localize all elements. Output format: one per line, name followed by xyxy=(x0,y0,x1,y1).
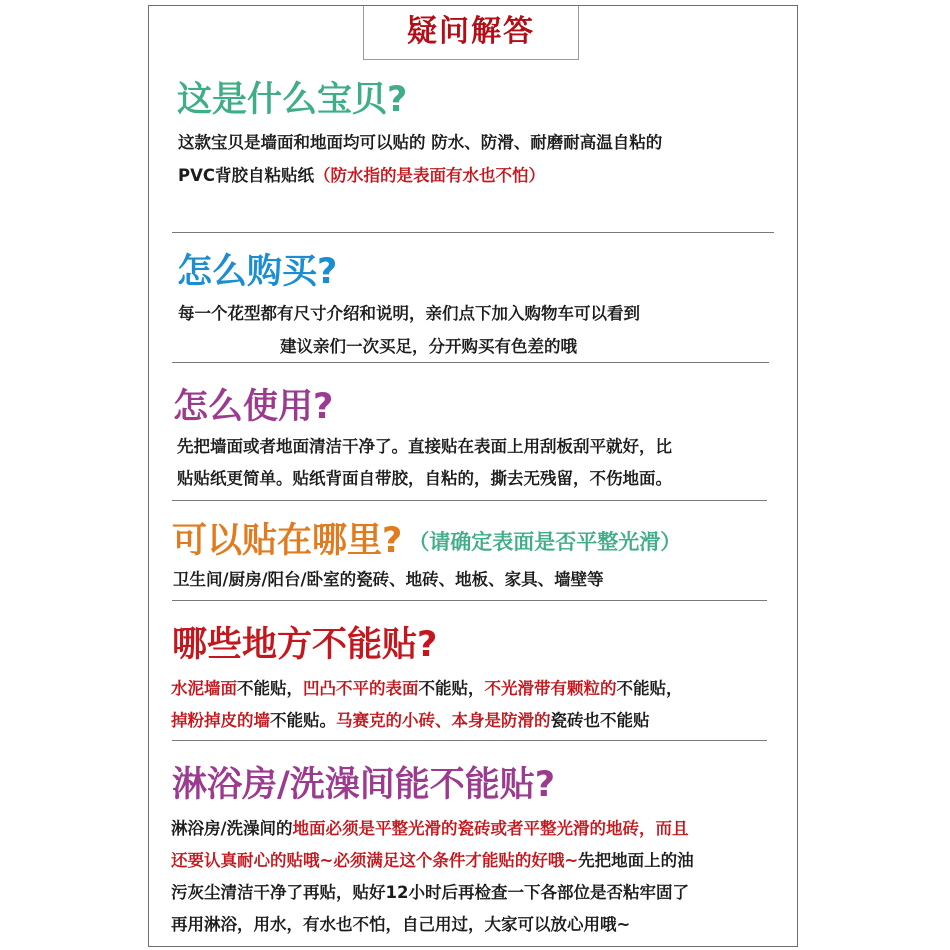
section-buy-line-1: 每一个花型都有尺寸介绍和说明，亲们点下加入购物车可以看到 xyxy=(178,304,640,323)
section-shower-line-3: 污灰尘清洁干净了再贴，贴好12小时后再检查一下各部位是否粘牢固了 xyxy=(171,883,689,902)
cannot-item-granular: 不光滑带有颗粒的 xyxy=(484,679,617,698)
cannot-text: 不能贴。 xyxy=(270,711,336,730)
divider xyxy=(172,600,767,601)
section-use-line-1: 先把墙面或者地面清洁干净了。直接贴在表面上用刮板刮平就好，比 xyxy=(177,437,672,456)
section-buy-line-2: 建议亲们一次买足，分开购买有色差的哦 xyxy=(280,337,577,356)
section-what-line-2-text: PVC背胶自粘贴纸 xyxy=(178,166,314,185)
divider xyxy=(172,740,767,741)
section-cannot-line-2 xyxy=(171,711,650,731)
shower-requirement: 地面必须是平整光滑的瓷砖或者平整光滑的地砖，而且 xyxy=(292,819,689,838)
shower-requirement: 还要认真耐心的贴哦~必须满足这个条件才能贴的好哦~ xyxy=(171,851,579,870)
section-what-line-1: 这款宝贝是墙面和地面均可以贴的 防水、防滑、耐磨耐高温自粘的 xyxy=(178,133,663,152)
section-where-heading-text: 可以贴在哪里? xyxy=(172,521,403,561)
cannot-item-peeling-wall: 掉粉掉皮的墙 xyxy=(171,711,270,730)
section-what-line-2 xyxy=(178,166,545,186)
shower-text: 先把地面上的油 xyxy=(578,851,694,870)
section-shower-heading: 淋浴房/洗澡间能不能贴? xyxy=(172,765,556,805)
section-buy-heading: 怎么购买? xyxy=(177,252,338,292)
section-shower-line-4: 再用淋浴，用水，有水也不怕，自己用过，大家可以放心用哦~ xyxy=(171,915,631,934)
page-title: 疑问解答 xyxy=(363,6,579,60)
cannot-text: 瓷砖也不能贴 xyxy=(550,711,650,730)
section-where-line-1: 卫生间/厨房/阳台/卧室的瓷砖、地砖、地板、家具、墙壁等 xyxy=(173,570,604,589)
cannot-item-mosaic: 马赛克的小砖、本身是防滑的 xyxy=(336,711,551,730)
section-cannot-line-1 xyxy=(171,679,683,699)
section-what-heading: 这是什么宝贝? xyxy=(177,80,408,120)
divider xyxy=(172,232,774,233)
divider xyxy=(172,500,767,501)
shower-text: 淋浴房/洗澡间的 xyxy=(171,819,293,838)
cannot-text: 不能贴， xyxy=(616,679,683,698)
section-shower-line-2 xyxy=(171,851,694,871)
section-shower-line-1 xyxy=(171,819,689,839)
section-what-line-2-note: （防水指的是表面有水也不怕） xyxy=(313,166,545,185)
cannot-text: 不能贴， xyxy=(418,679,485,698)
cannot-text: 不能贴， xyxy=(237,679,303,698)
divider xyxy=(172,362,769,363)
section-use-line-2: 贴贴纸更简单。贴纸背面自带胶，自粘的，撕去无残留，不伤地面。 xyxy=(177,469,672,488)
section-cannot-heading: 哪些地方不能贴? xyxy=(172,625,438,665)
section-where-heading xyxy=(172,513,681,563)
section-use-heading: 怎么使用? xyxy=(173,387,334,427)
cannot-item-uneven-surface: 凹凸不平的表面 xyxy=(303,679,419,698)
section-where-note: （请确定表面是否平整光滑） xyxy=(408,530,682,554)
cannot-item-cement-wall: 水泥墙面 xyxy=(171,679,237,698)
